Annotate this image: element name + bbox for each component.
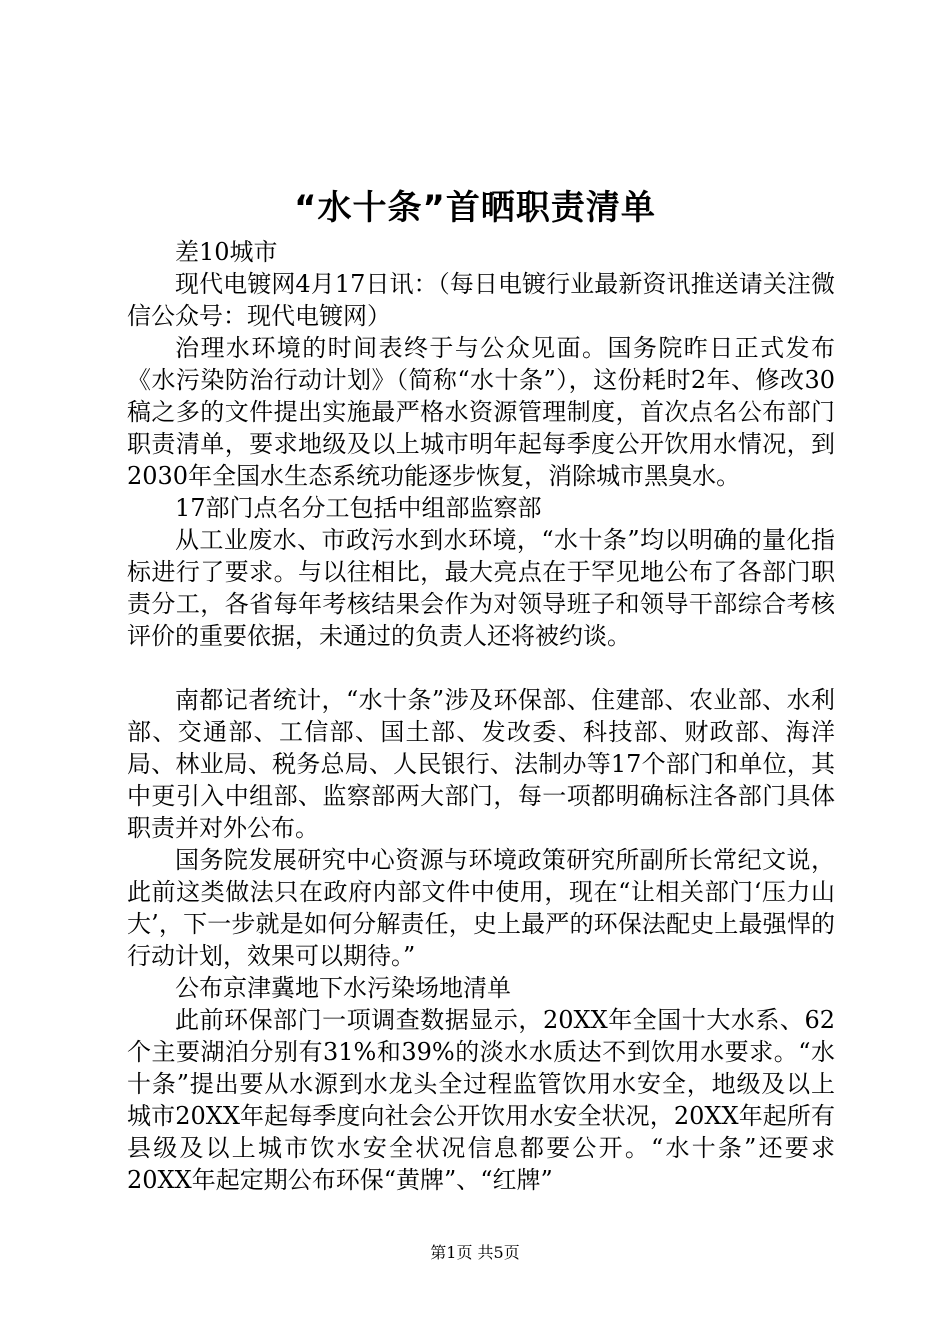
body-paragraph: 南都记者统计，“水十条”涉及环保部、住建部、农业部、水利部、交通部、工信部、国土部、发改委、科技部、财政部、海洋局、林业局、税务总局、人民银行、法制办等17个部门和单位，其中更引入中组部、监察部两大部门，每一项都明确标注各部门具体职责并对外公布。 xyxy=(127,686,835,842)
body-paragraph: 国务院发展研究中心资源与环境政策研究所副所长常纪文说，此前这类做法只在政府内部文件中使用，现在“让相关部门‘压力山大’，下一步就是如何分解责任，史上最严的环保法配史上最强悍的行动计划，效果可以期待。” xyxy=(127,846,835,970)
subheading-paragraph: 差10城市 xyxy=(175,238,278,266)
page-number-footer: 第1页 共5页 xyxy=(430,1243,520,1262)
body-paragraph: 从工业废水、市政污水到水环境，“水十条”均以明确的量化指标进行了要求。与以往相比，最大亮点在于罕见地公布了各部门职责分工，各省每年考核结果会作为对领导班子和领导干部综合考核评价的重要依据，未通过的负责人还将被约谈。 xyxy=(127,526,835,650)
document-body xyxy=(127,236,835,1196)
subheading-paragraph: 公布京津冀地下水污染场地清单 xyxy=(175,974,511,1002)
paragraph-spacer xyxy=(127,652,835,684)
source-paragraph: 现代电镀网4月17日讯：（每日电镀行业最新资讯推送请关注微信公众号：现代电镀网） xyxy=(127,270,835,330)
document-title: “水十条”首晒职责清单 xyxy=(294,188,656,228)
body-paragraph: 治理水环境的时间表终于与公众见面。国务院昨日正式发布《水污染防治行动计划》（简称“水十条”），这份耗时2年、修改30稿之多的文件提出实施最严格水资源管理制度，首次点名公布部门职责清单，要求地级及以上城市明年起每季度公开饮用水情况，到2030年全国水生态系统功能逐步恢复，消除城市黑臭水。 xyxy=(127,334,835,490)
body-paragraph: 此前环保部门一项调查数据显示，20XX年全国十大水系、62个主要湖泊分别有31%和39%的淡水水质达不到饮用水要求。“水十条”提出要从水源到水龙头全过程监管饮用水安全，地级及以上城市20XX年起每季度向社会公开饮用水安全状况，20XX年起所有县级及以上城市饮水安全状况信息都要公开。“水十条”还要求20XX年起定期公布环保“黄牌”、“红牌” xyxy=(127,1006,835,1194)
subheading-paragraph: 17部门点名分工包括中组部监察部 xyxy=(175,494,542,522)
